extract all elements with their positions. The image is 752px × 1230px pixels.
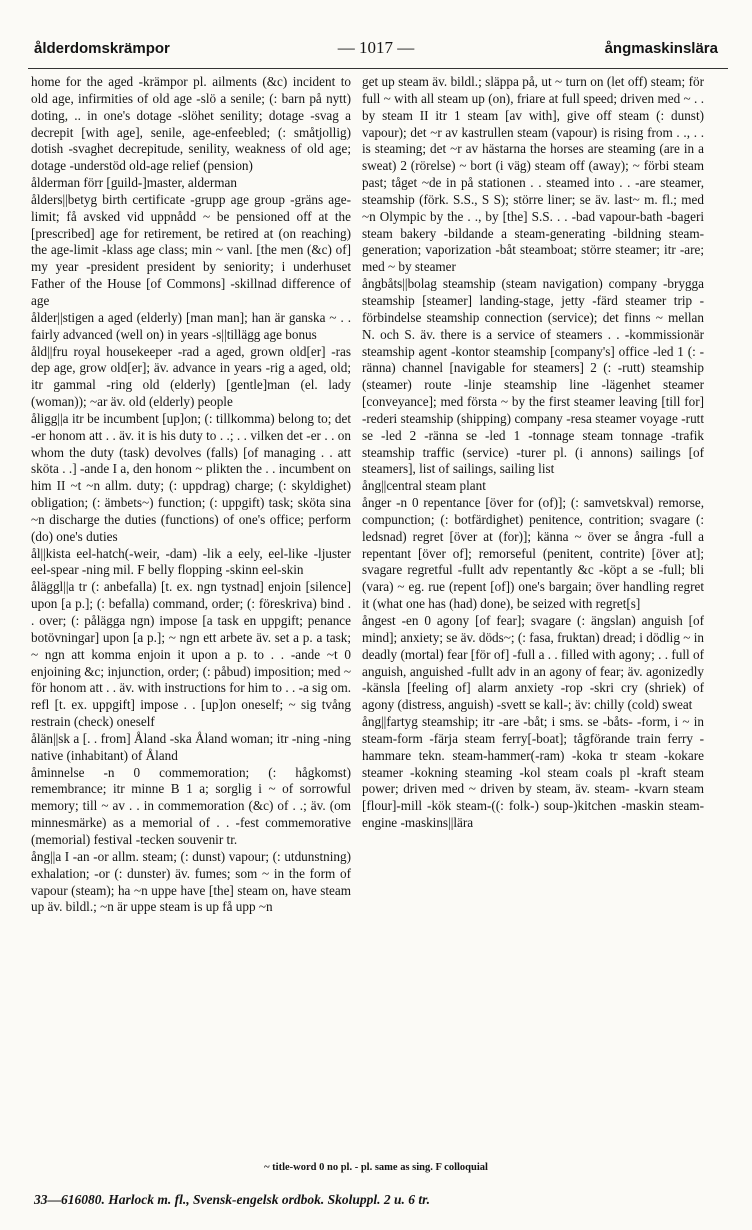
right-column (362, 74, 704, 832)
dictionary-entry: ålder||stigen a aged (elderly) [man man]; han är ganska ~ . . fairly advanced (well on) in years -s||tillägg age bonus (31, 309, 351, 342)
dictionary-entry: ång||a I -an -or allm. steam; (: dunst) vapour; (: utdunstning) exhalation; -or (: dunster) äv. fumes; som ~ in the form of vapour (steam); ha ~n uppe have [the] steam on, have steam up äv. bildl.; ~n är uppe steam is up få upp ~n (31, 848, 351, 915)
dictionary-entry: ålän||sk a [. . from] Åland -ska Åland woman; itr -ning -ning native (inhabitant) of Åland (31, 730, 351, 763)
dictionary-entry: ålders||betyg birth certificate -grupp age group -gräns age-limit; få avsked vid uppnådd ~ be pensioned off at the [prescribed] age for retirement, be retired at (on reaching) the age-limit -klass age class; min ~ vanl. [the men (&c) of] my year -president president by seniority; i underhuset Father of the House [of Commons] -skillnad difference of age (31, 191, 351, 308)
dictionary-entry: home for the aged -krämpor pl. ailments (&c) incident to old age, infirmities of old age -slö a senile; (: barn på nytt) doting, .. in one's dotage -slöhet senility; dotage -svag a decrepit [with age], senile, age-enfeebled; (: småtjollig) dotish -svaghet decrepitude, senility, weakness of old age; dotage -understöd old-age relief (pension) (31, 74, 351, 174)
header-first-word: ålderdomskrämpor (34, 40, 170, 57)
page-number: — 1017 — (337, 38, 415, 57)
dictionary-entry: get up steam äv. bildl.; släppa på, ut ~ turn on (let off) steam; för full ~ with all steam up (on), friare at full speed; driven med ~ . . by steam II itr 1 steam [av with], give off steam (: dunst) vapour); det ~r av kastrullen steam (vapour) is rising from . ., . . is steaming; det ~r av hästarna the horses are steaming (are in a sweat) 2 (rörelse) ~ bort (i väg) steam off (away); ~ förbi steam past; tåget ~de in på stationen . . steamed into . . -are steamer, steamship (förk. S.S., S S); större liner; se äv. last~ m. fl.; med ~n Olympic by the . ., by [the] S.S. . . -bad vapour-bath -bageri steam bakery -bildande a steam-generating -bildning steam-generation; vaporization -båt steamboat; större steamer; itr -are; med ~ by steamer (362, 74, 704, 275)
header-last-word: ångmaskinslära (604, 40, 718, 57)
header-rule (28, 68, 728, 69)
dictionary-entry: åligg||a itr be incumbent [up]on; (: tillkomma) belong to; det -er honom att . . äv. it is his duty to . .; . . vilken det -er . . on whom the duty (task) devolves (falls) [of managing . . att sköta . .] -ande I a, den honom ~ plikten the . . incumbent on him II ~t ~n allm. duty; (: uppdrag) charge; (: skyldighet) obligation; (: ämbets~) function; (: uppgift) task; sköta sina ~n discharge the duties (functions) of one's office; perform (do) one's duties (31, 410, 351, 544)
abbreviation-footnote: ~ title-word 0 no pl. - pl. same as sing. F colloquial (264, 1162, 488, 1173)
dictionary-entry: ång||fartyg steamship; itr -are -båt; i sms. se -båts- -form, i ~ in steam-form -färja steam ferry[-boat]; tågförande train ferry -hammare tekn. steam-hammer(-ram) -koka tr steam -kokare steamer -kokning steaming -kol steam coals pl -kraft steam power; driven med ~ driven by steam, äv. steam- -kvarn steam [flour]-mill -kök steam-((: folk-) soup-)kitchen -maskin steam-engine -maskins||lära (362, 714, 704, 831)
page-header (34, 40, 718, 62)
dictionary-entry: ånger -n 0 repentance [över for (of)]; (: samvetskval) remorse, compunction; (: botfärdighet) penitence, contrition; svagare (: ledsnad) regret [över at (for)]; känna ~ över se ångra -full a repentant [över of]; remorseful (penitent, contrite) [över at]; svagare regretful -fullt adv repentantly &c -köpt a se -full; bli (vara) ~ eg. rue (repent [of]) one's bargain; över handling regret it (what one has (had) done), be seized with regret[s] (362, 495, 704, 612)
dictionary-entry: ål||kista eel-hatch(-weir, -dam) -lik a eely, eel-like -ljuster eel-spear -ning mil. F belly flopping -skinn eel-skin (31, 545, 351, 578)
left-column (31, 74, 351, 916)
dictionary-entry: åld||fru royal housekeeper -rad a aged, grown old[er] -ras dep age, grow old[er]; äv. advance in years -rig a aged, old; itr gammal -ring old (elderly) [gentle]man (el. lady (woman)); ~ar äv. old (elderly) people (31, 343, 351, 410)
dictionary-entry: åminnelse -n 0 commemoration; (: hågkomst) remembrance; itr minne B 1 a; sorglig i ~ of sorrowful memory; till ~ av . . in commemoration (&c) of . .; äv. (om minnesmärke) as a memorial of . . -fest commemorative (memorial) festival -tecken souvenir tr. (31, 764, 351, 847)
dictionary-entry: ålderman förr [guild-]master, alderman (31, 175, 237, 191)
dictionary-entry: ång||central steam plant (362, 478, 486, 494)
printer-footer: 33—616080. Harlock m. fl., Svensk-engelsk ordbok. Skoluppl. 2 u. 6 tr. (34, 1192, 431, 1207)
dictionary-entry: ångest -en 0 agony [of fear]; svagare (: ängslan) anguish [of mind]; anxiety; se äv. döds~; (: fasa, fruktan) dread; i dödlig ~ in deadly (mortal) fear [för of] -full a . . filled with agony; . . full of anguish, anguished -fullt adv in an agony of fear; äv. agonizedly -känsla [feeling of] alarm anxiety -rop -skri cry (shriek) of agony (distress, anguish) -svett se kall-; äv: chilly (cold) sweat (362, 613, 704, 713)
dictionary-entry: åläggl||a tr (: anbefalla) [t. ex. ngn tystnad] enjoin [silence] upon [a p.]; (: befalla) command, order; (: föreskriva) bind . . over; (: pålägga ngn) impose [a task en uppgift; penance botövningar] upon [a p.]; ~ ngn ett arbete äv. set a p. a task; ~ ngn att komma enjoin it upon a p. to . . -ande ~t 0 enjoining &c; injunction, order; (: påbud) imposition; med ~ för honom att . . äv. with instructions for him to . . -a sig om. refl [t. ex. uppgift] impose . . [up]on oneself; ~ sig tvång restrain (check) oneself (31, 579, 351, 730)
dictionary-entry: ångbåts||bolag steamship (steam navigation) company -brygga steamship [steamer] landing-stage, jetty -färd steamer trip -förbindelse steamship connection (service); det finns ~ mellan N. och S. äv. there is a service of steamers . . -kommissionär steamship agent -kontor steamship [company's] office -led 1 (: -ränna) channel [navigable for steamers] 2 (: -rutt) steamship (steamer) route -linje steamship line -lägenhet steamer [conveyance]; med första ~ by the first steamer leaving [till for] -rederi steamship (shipping) company -resa steamer voyage -rutt se -led 2 -ränna se -led 1 -tonnage steam tonnage -trafik steamship traffic (service) -turer pl. (i annons) sailings [of steamers], list of sailings, sailing list (362, 276, 704, 477)
